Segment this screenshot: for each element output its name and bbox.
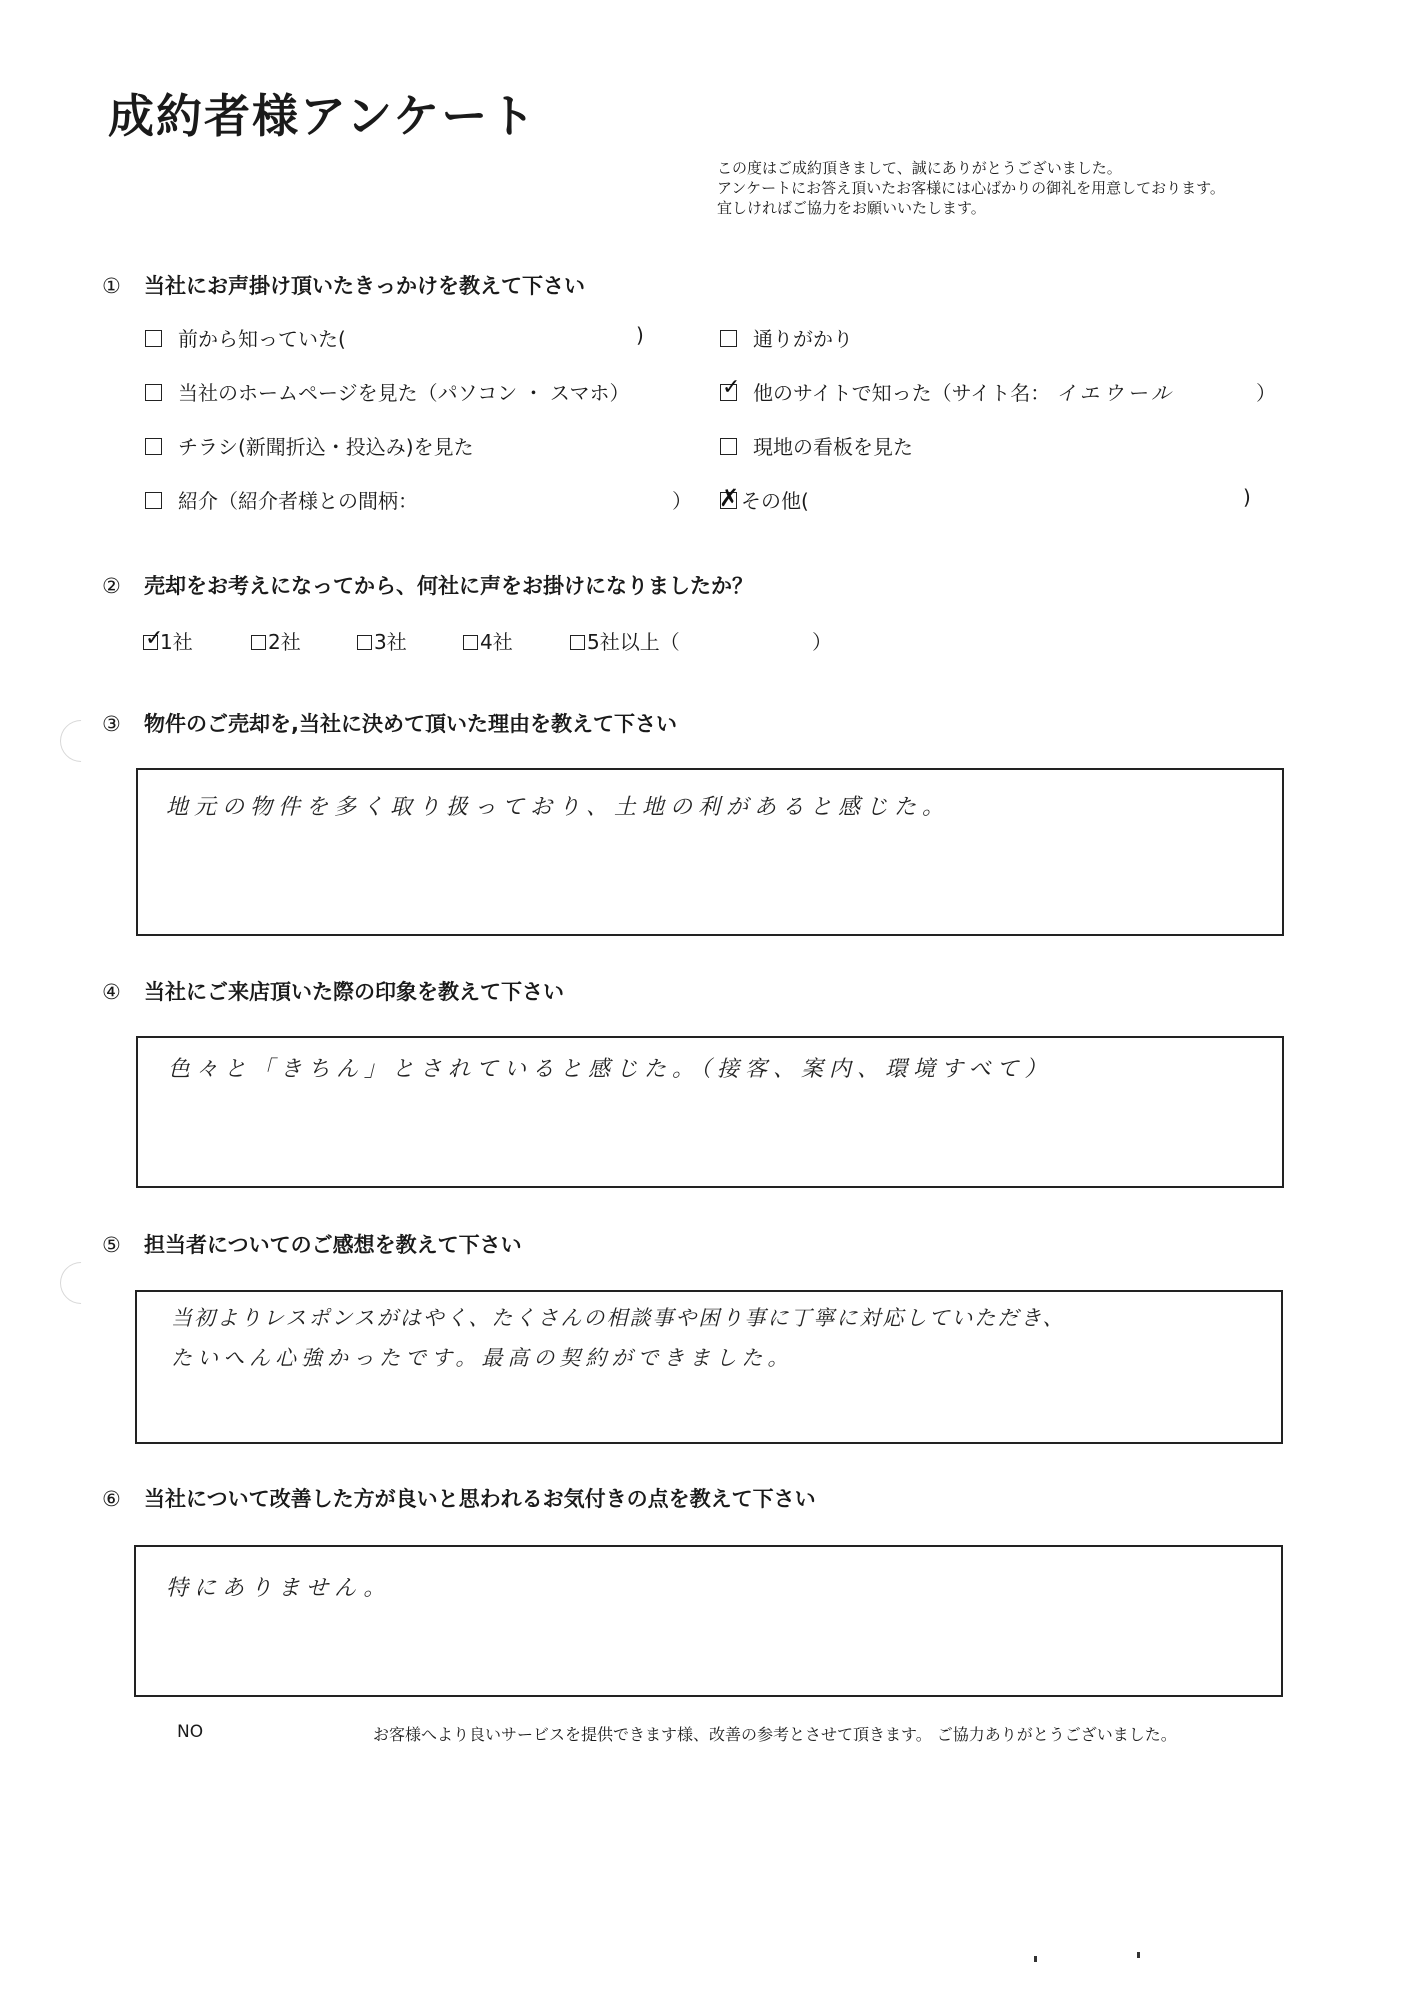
q1-option-before[interactable]: [145, 323, 346, 352]
hole-punch-mark: [51, 1253, 110, 1312]
q4-answer-box[interactable]: [136, 1036, 1284, 1188]
q1-option-referral-close: ）: [672, 489, 692, 513]
q1-option-homepage-label: 当社のホームページを見た（パソコン ・ スマホ）: [178, 381, 630, 405]
q1-text: 当社にお声掛け頂いたきっかけを教えて下さい: [144, 274, 585, 298]
checkbox-icon[interactable]: [720, 438, 737, 455]
q2-option-1-label: 1社: [160, 630, 193, 654]
scan-speck: [1034, 1956, 1037, 1962]
checkbox-icon[interactable]: [145, 438, 162, 455]
checked-checkbox-icon[interactable]: [720, 384, 737, 401]
q2-text: 売却をお考えになってから、何社に声をお掛けになりましたか？: [144, 574, 753, 598]
q2-option-1[interactable]: [143, 626, 193, 655]
q3-heading: [102, 708, 677, 738]
q1-option-referral-label: 紹介（紹介者様との間柄：: [178, 489, 418, 513]
checkbox-icon[interactable]: [720, 330, 737, 347]
q5-number: ⑤: [102, 1233, 121, 1257]
footer-message: お客様へより良いサービスを提供できます様、改善の参考とさせて頂きます。 ご協力ありがとうございました。: [373, 1725, 1177, 1744]
q6-answer-box[interactable]: [134, 1545, 1283, 1697]
q1-number: ①: [102, 274, 121, 298]
q1-option-before-label: 前から知っていた(: [178, 327, 346, 351]
page-title: 成約者様アンケート: [108, 89, 538, 143]
q2-option-3-label: 3社: [374, 630, 407, 654]
checkbox-icon[interactable]: [251, 635, 266, 650]
q2-option-3[interactable]: [357, 626, 407, 655]
q6-answer-text: 特にありません。: [166, 1576, 392, 1601]
q1-other-site-close: ）: [1256, 381, 1276, 405]
q3-text: 物件のご売却を,当社に決めて頂いた理由を教えて下さい: [144, 712, 677, 736]
q2-option-5-label: 5社以上（: [587, 630, 680, 654]
q3-answer-text: 地元の物件を多く取り扱っており、土地の利があると感じた。: [166, 795, 951, 820]
q4-answer-text: 色々と「きちん」とされていると感じた。（接客、案内、環境すべて）: [168, 1057, 1053, 1082]
q2-option-4-label: 4社: [480, 630, 513, 654]
q2-option-4[interactable]: [463, 626, 513, 655]
checkbox-icon[interactable]: [145, 330, 162, 347]
q6-number: ⑥: [102, 1487, 121, 1511]
q3-number: ③: [102, 712, 121, 736]
q5-heading: [102, 1229, 522, 1259]
no-label: NO: [177, 1722, 204, 1742]
q5-text: 担当者についてのご感想を教えて下さい: [144, 1233, 522, 1257]
q6-text: 当社について改善した方が良いと思われるお気付きの点を教えて下さい: [144, 1487, 816, 1511]
q2-number: ②: [102, 574, 121, 598]
q1-option-other-site-label: 他のサイトで知った（サイト名：: [753, 381, 1051, 405]
q1-heading: [102, 270, 585, 300]
q1-option-signboard-label: 現地の看板を見た: [753, 435, 913, 459]
scan-speck: [1137, 1952, 1140, 1958]
q6-heading: [102, 1483, 816, 1513]
q1-option-other-label: その他(: [741, 489, 809, 513]
intro-line-2: アンケートにお答え頂いたお客様には心ばかりの御礼を用意しております。: [717, 179, 1225, 197]
checkbox-icon[interactable]: [357, 635, 372, 650]
q4-text: 当社にご来店頂いた際の印象を教えて下さい: [144, 980, 564, 1004]
q1-other-site-answer: イエウール: [1056, 381, 1176, 405]
q1-option-other[interactable]: [720, 485, 809, 514]
q5-answer-line-1: 当初よりレスポンスがはやく、たくさんの相談事や困り事に丁寧に対応していただき、: [171, 1306, 1066, 1330]
crossed-checkbox-icon[interactable]: [720, 492, 737, 509]
q1-option-passing-label: 通りがかり: [753, 327, 853, 351]
q1-option-referral[interactable]: [145, 485, 418, 514]
q5-answer-line-2: たいへん心強かったです。最高の契約ができました。: [171, 1346, 794, 1370]
q2-option-2[interactable]: [251, 626, 301, 655]
q1-option-before-close: ): [636, 323, 644, 347]
q1-option-other-close: ): [1243, 485, 1251, 509]
q1-option-signboard[interactable]: [720, 431, 913, 460]
checkbox-icon[interactable]: [145, 492, 162, 509]
q1-option-flyer[interactable]: [145, 431, 474, 460]
q1-option-homepage[interactable]: [145, 377, 630, 406]
q4-number: ④: [102, 980, 121, 1004]
intro-line-1: この度はご成約頂きまして、誠にありがとうございました。: [717, 159, 1122, 177]
checkbox-icon[interactable]: [570, 635, 585, 650]
q4-heading: [102, 976, 564, 1006]
q1-option-other-site[interactable]: [720, 377, 1175, 406]
intro-line-3: 宜しければご協力をお願いいたします。: [717, 199, 986, 217]
checkbox-icon[interactable]: [463, 635, 478, 650]
q2-option-5-close: ）: [812, 630, 832, 654]
q2-heading: [102, 570, 753, 600]
q2-option-5[interactable]: [570, 626, 680, 655]
q5-answer-box[interactable]: [135, 1290, 1283, 1444]
q1-option-passing[interactable]: [720, 323, 853, 352]
q1-option-flyer-label: チラシ(新聞折込・投込み)を見た: [178, 435, 474, 459]
intro-text: [717, 158, 1225, 218]
q3-answer-box[interactable]: [136, 768, 1284, 936]
checked-checkbox-icon[interactable]: [143, 635, 158, 650]
checkbox-icon[interactable]: [145, 384, 162, 401]
q2-option-2-label: 2社: [268, 630, 301, 654]
